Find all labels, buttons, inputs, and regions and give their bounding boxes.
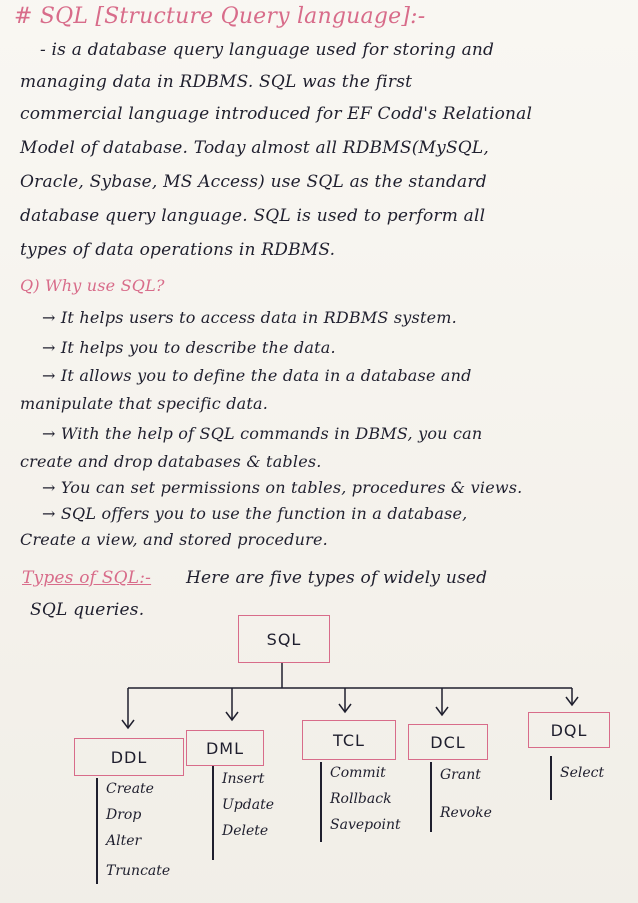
intro-line-2: managing data in RDBMS. SQL was the first (20, 72, 413, 92)
ddl-commands (96, 776, 170, 884)
dcl-box (408, 724, 488, 760)
why-line-3: → It allows you to define the data in a database and (42, 366, 472, 385)
ddl-box (74, 738, 184, 776)
why-line-8: → SQL offers you to use the function in a database, (42, 504, 468, 523)
dml-box (186, 730, 264, 766)
why-heading: Q) Why use SQL? (20, 276, 165, 295)
intro-line-5: Oracle, Sybase, MS Access) use SQL as the standard (20, 172, 487, 192)
cmd-grant: Grant (440, 767, 481, 783)
intro-line-4: Model of database. Today almost all RDBMS(MySQL, (20, 138, 490, 158)
dql-box (528, 712, 610, 748)
cmd-drop: Drop (106, 807, 142, 823)
cmd-create: Create (106, 781, 154, 797)
why-line-1: → It helps users to access data in RDBMS system. (42, 308, 457, 327)
cmd-insert: Insert (222, 771, 265, 787)
cmd-select: Select (560, 765, 605, 781)
cmd-delete: Delete (222, 823, 269, 839)
sql-root-box (238, 615, 330, 663)
cmd-commit: Commit (330, 765, 386, 781)
why-line-6: create and drop databases & tables. (20, 452, 322, 471)
tcl-box (302, 720, 396, 760)
intro-line-6: database query language. SQL is used to perform all (20, 206, 486, 226)
dql-commands (550, 760, 604, 786)
dcl-label: DCL (430, 732, 466, 752)
intro-line-7: types of data operations in RDBMS. (20, 240, 336, 260)
tcl-commands (320, 760, 401, 838)
sql-root-label: SQL (266, 629, 302, 649)
tcl-label: TCL (333, 730, 365, 750)
cmd-truncate: Truncate (106, 863, 171, 879)
dml-label: DML (205, 738, 245, 758)
dql-label: DQL (550, 720, 588, 740)
types-heading: Types of SQL:- (22, 568, 152, 588)
types-text-1: Here are five types of widely used (186, 568, 488, 588)
why-line-9: Create a view, and stored procedure. (20, 530, 328, 549)
why-line-2: → It helps you to describe the data. (42, 338, 336, 357)
cmd-alter: Alter (106, 833, 142, 849)
why-line-7: → You can set permissions on tables, procedures & views. (42, 478, 523, 497)
dml-commands (212, 766, 274, 844)
page-title: # SQL [Structure Query language]:- (14, 4, 426, 29)
why-line-5: → With the help of SQL commands in DBMS, you can (42, 424, 483, 443)
why-line-4: manipulate that specific data. (20, 394, 269, 413)
intro-line-1: - is a database query language used for storing and (40, 40, 495, 60)
ddl-label: DDL (110, 747, 148, 767)
dcl-commands (430, 762, 492, 826)
cmd-revoke: Revoke (440, 805, 492, 821)
cmd-savepoint: Savepoint (330, 817, 401, 833)
cmd-update: Update (222, 797, 274, 813)
cmd-rollback: Rollback (330, 791, 392, 807)
intro-line-3: commercial language introduced for EF Codd's Relational (20, 104, 533, 124)
types-text-2: SQL queries. (30, 600, 145, 620)
